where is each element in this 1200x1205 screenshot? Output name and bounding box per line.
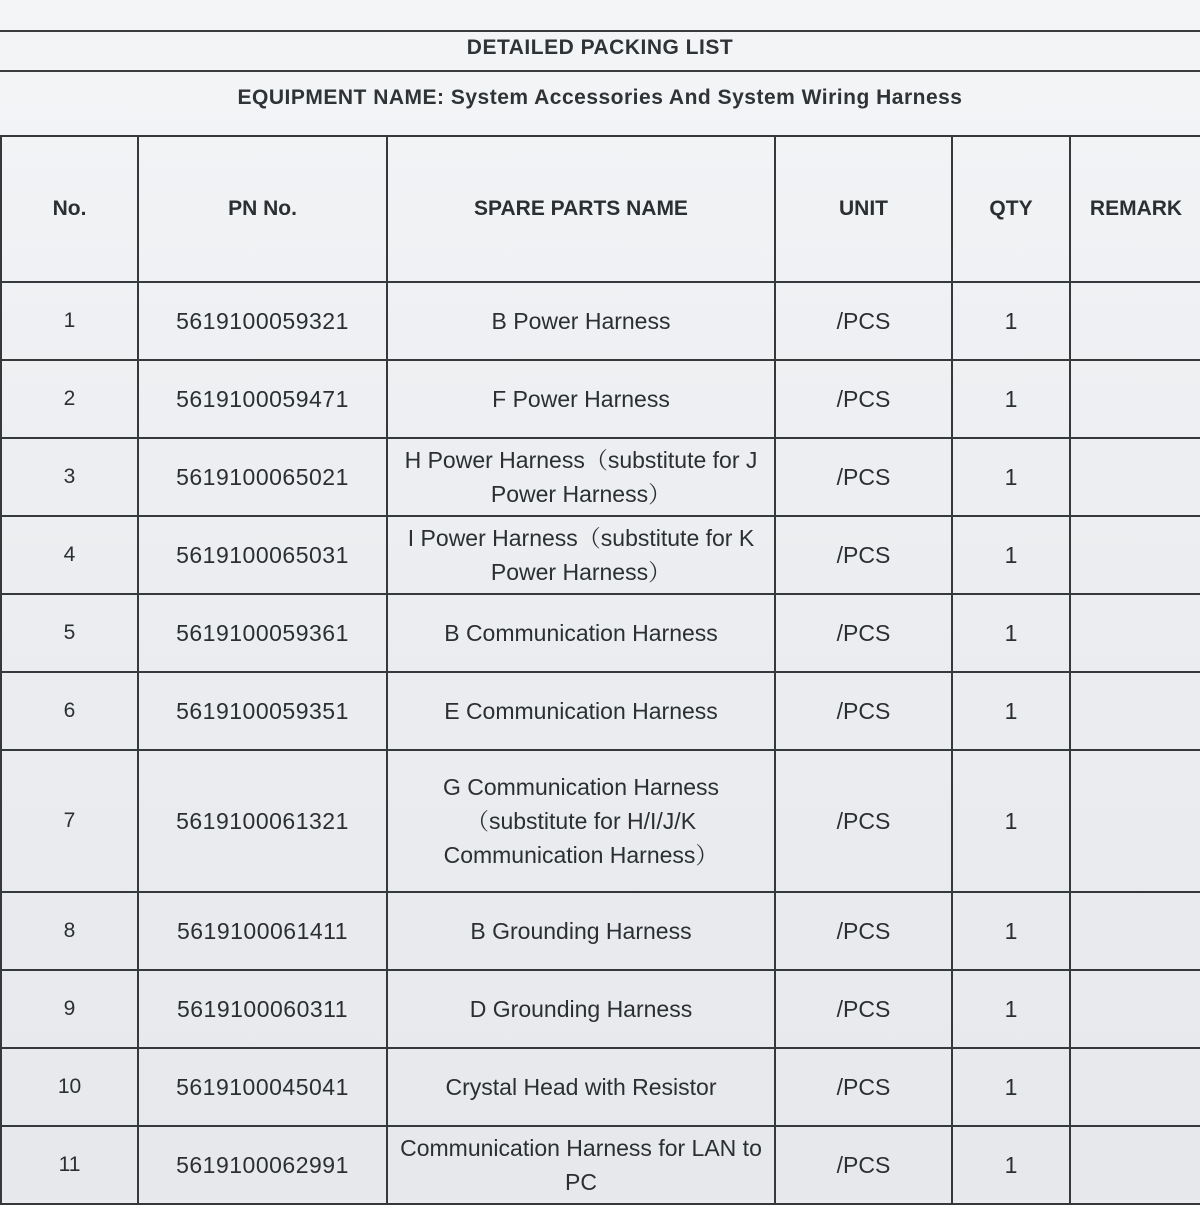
cell-pn: 5619100059321 bbox=[138, 282, 387, 360]
cell-qty: 1 bbox=[952, 438, 1070, 516]
cell-spare-part-name: B Power Harness bbox=[387, 282, 775, 360]
cell-unit: /PCS bbox=[775, 594, 952, 672]
cell-remark bbox=[1070, 438, 1200, 516]
cell-qty: 1 bbox=[952, 360, 1070, 438]
cell-pn: 5619100065031 bbox=[138, 516, 387, 594]
equipment-name-value: System Accessories And System Wiring Harness bbox=[450, 86, 963, 109]
cell-spare-part-name: B Grounding Harness bbox=[387, 892, 775, 970]
cell-unit: /PCS bbox=[775, 1048, 952, 1126]
cell-spare-part-name: H Power Harness（substitute for J Power Harness） bbox=[387, 438, 775, 516]
cell-unit: /PCS bbox=[775, 970, 952, 1048]
header-unit: UNIT bbox=[775, 136, 952, 282]
cell-unit: /PCS bbox=[775, 750, 952, 892]
table-row bbox=[1, 672, 1200, 750]
cell-pn: 5619100062991 bbox=[138, 1126, 387, 1204]
cell-remark bbox=[1070, 360, 1200, 438]
cell-qty: 1 bbox=[952, 672, 1070, 750]
cell-qty: 1 bbox=[952, 892, 1070, 970]
header-pn: PN No. bbox=[138, 136, 387, 282]
cell-unit: /PCS bbox=[775, 1126, 952, 1204]
cell-remark bbox=[1070, 892, 1200, 970]
table-row bbox=[1, 892, 1200, 970]
cell-qty: 1 bbox=[952, 970, 1070, 1048]
cell-no: 9 bbox=[1, 970, 138, 1048]
cell-spare-part-name: F Power Harness bbox=[387, 360, 775, 438]
cell-qty: 1 bbox=[952, 282, 1070, 360]
cell-pn: 5619100045041 bbox=[138, 1048, 387, 1126]
table-row bbox=[1, 282, 1200, 360]
cell-pn: 5619100059351 bbox=[138, 672, 387, 750]
cell-remark bbox=[1070, 750, 1200, 892]
table-row bbox=[1, 516, 1200, 594]
cell-pn: 5619100061411 bbox=[138, 892, 387, 970]
cell-unit: /PCS bbox=[775, 672, 952, 750]
cell-no: 7 bbox=[1, 750, 138, 892]
cell-spare-part-name: I Power Harness（substitute for K Power Harness） bbox=[387, 516, 775, 594]
cell-no: 1 bbox=[1, 282, 138, 360]
table-row bbox=[1, 360, 1200, 438]
table-header-row bbox=[1, 136, 1200, 282]
cell-pn: 5619100061321 bbox=[138, 750, 387, 892]
table-row bbox=[1, 750, 1200, 892]
cell-qty: 1 bbox=[952, 594, 1070, 672]
cell-unit: /PCS bbox=[775, 438, 952, 516]
cell-no: 5 bbox=[1, 594, 138, 672]
cell-qty: 1 bbox=[952, 1048, 1070, 1126]
cell-no: 4 bbox=[1, 516, 138, 594]
cell-unit: /PCS bbox=[775, 892, 952, 970]
document-title: DETAILED PACKING LIST bbox=[466, 36, 734, 59]
cell-pn: 5619100065021 bbox=[138, 438, 387, 516]
equipment-name-label: EQUIPMENT NAME: bbox=[237, 86, 445, 109]
top-border-line bbox=[0, 30, 1200, 32]
cell-pn: 5619100059361 bbox=[138, 594, 387, 672]
table-row bbox=[1, 970, 1200, 1048]
cell-remark bbox=[1070, 672, 1200, 750]
table-row bbox=[1, 1126, 1200, 1204]
cell-no: 3 bbox=[1, 438, 138, 516]
cell-no: 6 bbox=[1, 672, 138, 750]
header-remark: REMARK bbox=[1070, 136, 1200, 282]
cell-unit: /PCS bbox=[775, 516, 952, 594]
cell-remark bbox=[1070, 970, 1200, 1048]
table-row bbox=[1, 594, 1200, 672]
cell-remark bbox=[1070, 1126, 1200, 1204]
table-row bbox=[1, 438, 1200, 516]
cell-pn: 5619100059471 bbox=[138, 360, 387, 438]
cell-spare-part-name: G Communication Harness（substitute for H/I/J/K Communication Harness） bbox=[387, 750, 775, 892]
cell-unit: /PCS bbox=[775, 360, 952, 438]
header-qty: QTY bbox=[952, 136, 1070, 282]
equipment-name-line bbox=[0, 86, 1200, 110]
table-row bbox=[1, 1048, 1200, 1126]
packing-list-table bbox=[0, 135, 1200, 1205]
cell-spare-part-name: E Communication Harness bbox=[387, 672, 775, 750]
cell-unit: /PCS bbox=[775, 282, 952, 360]
header-no: No. bbox=[1, 136, 138, 282]
cell-qty: 1 bbox=[952, 1126, 1070, 1204]
cell-pn: 5619100060311 bbox=[138, 970, 387, 1048]
cell-no: 10 bbox=[1, 1048, 138, 1126]
cell-spare-part-name: D Grounding Harness bbox=[387, 970, 775, 1048]
header-spare-parts-name: SPARE PARTS NAME bbox=[387, 136, 775, 282]
cell-remark bbox=[1070, 516, 1200, 594]
cell-remark bbox=[1070, 282, 1200, 360]
cell-spare-part-name: Communication Harness for LAN to PC bbox=[387, 1126, 775, 1204]
cell-no: 2 bbox=[1, 360, 138, 438]
cell-remark bbox=[1070, 1048, 1200, 1126]
cell-no: 8 bbox=[1, 892, 138, 970]
cell-no: 11 bbox=[1, 1126, 138, 1204]
cell-spare-part-name: B Communication Harness bbox=[387, 594, 775, 672]
cell-remark bbox=[1070, 594, 1200, 672]
cell-qty: 1 bbox=[952, 516, 1070, 594]
title-divider-line bbox=[0, 70, 1200, 72]
cell-qty: 1 bbox=[952, 750, 1070, 892]
cell-spare-part-name: Crystal Head with Resistor bbox=[387, 1048, 775, 1126]
